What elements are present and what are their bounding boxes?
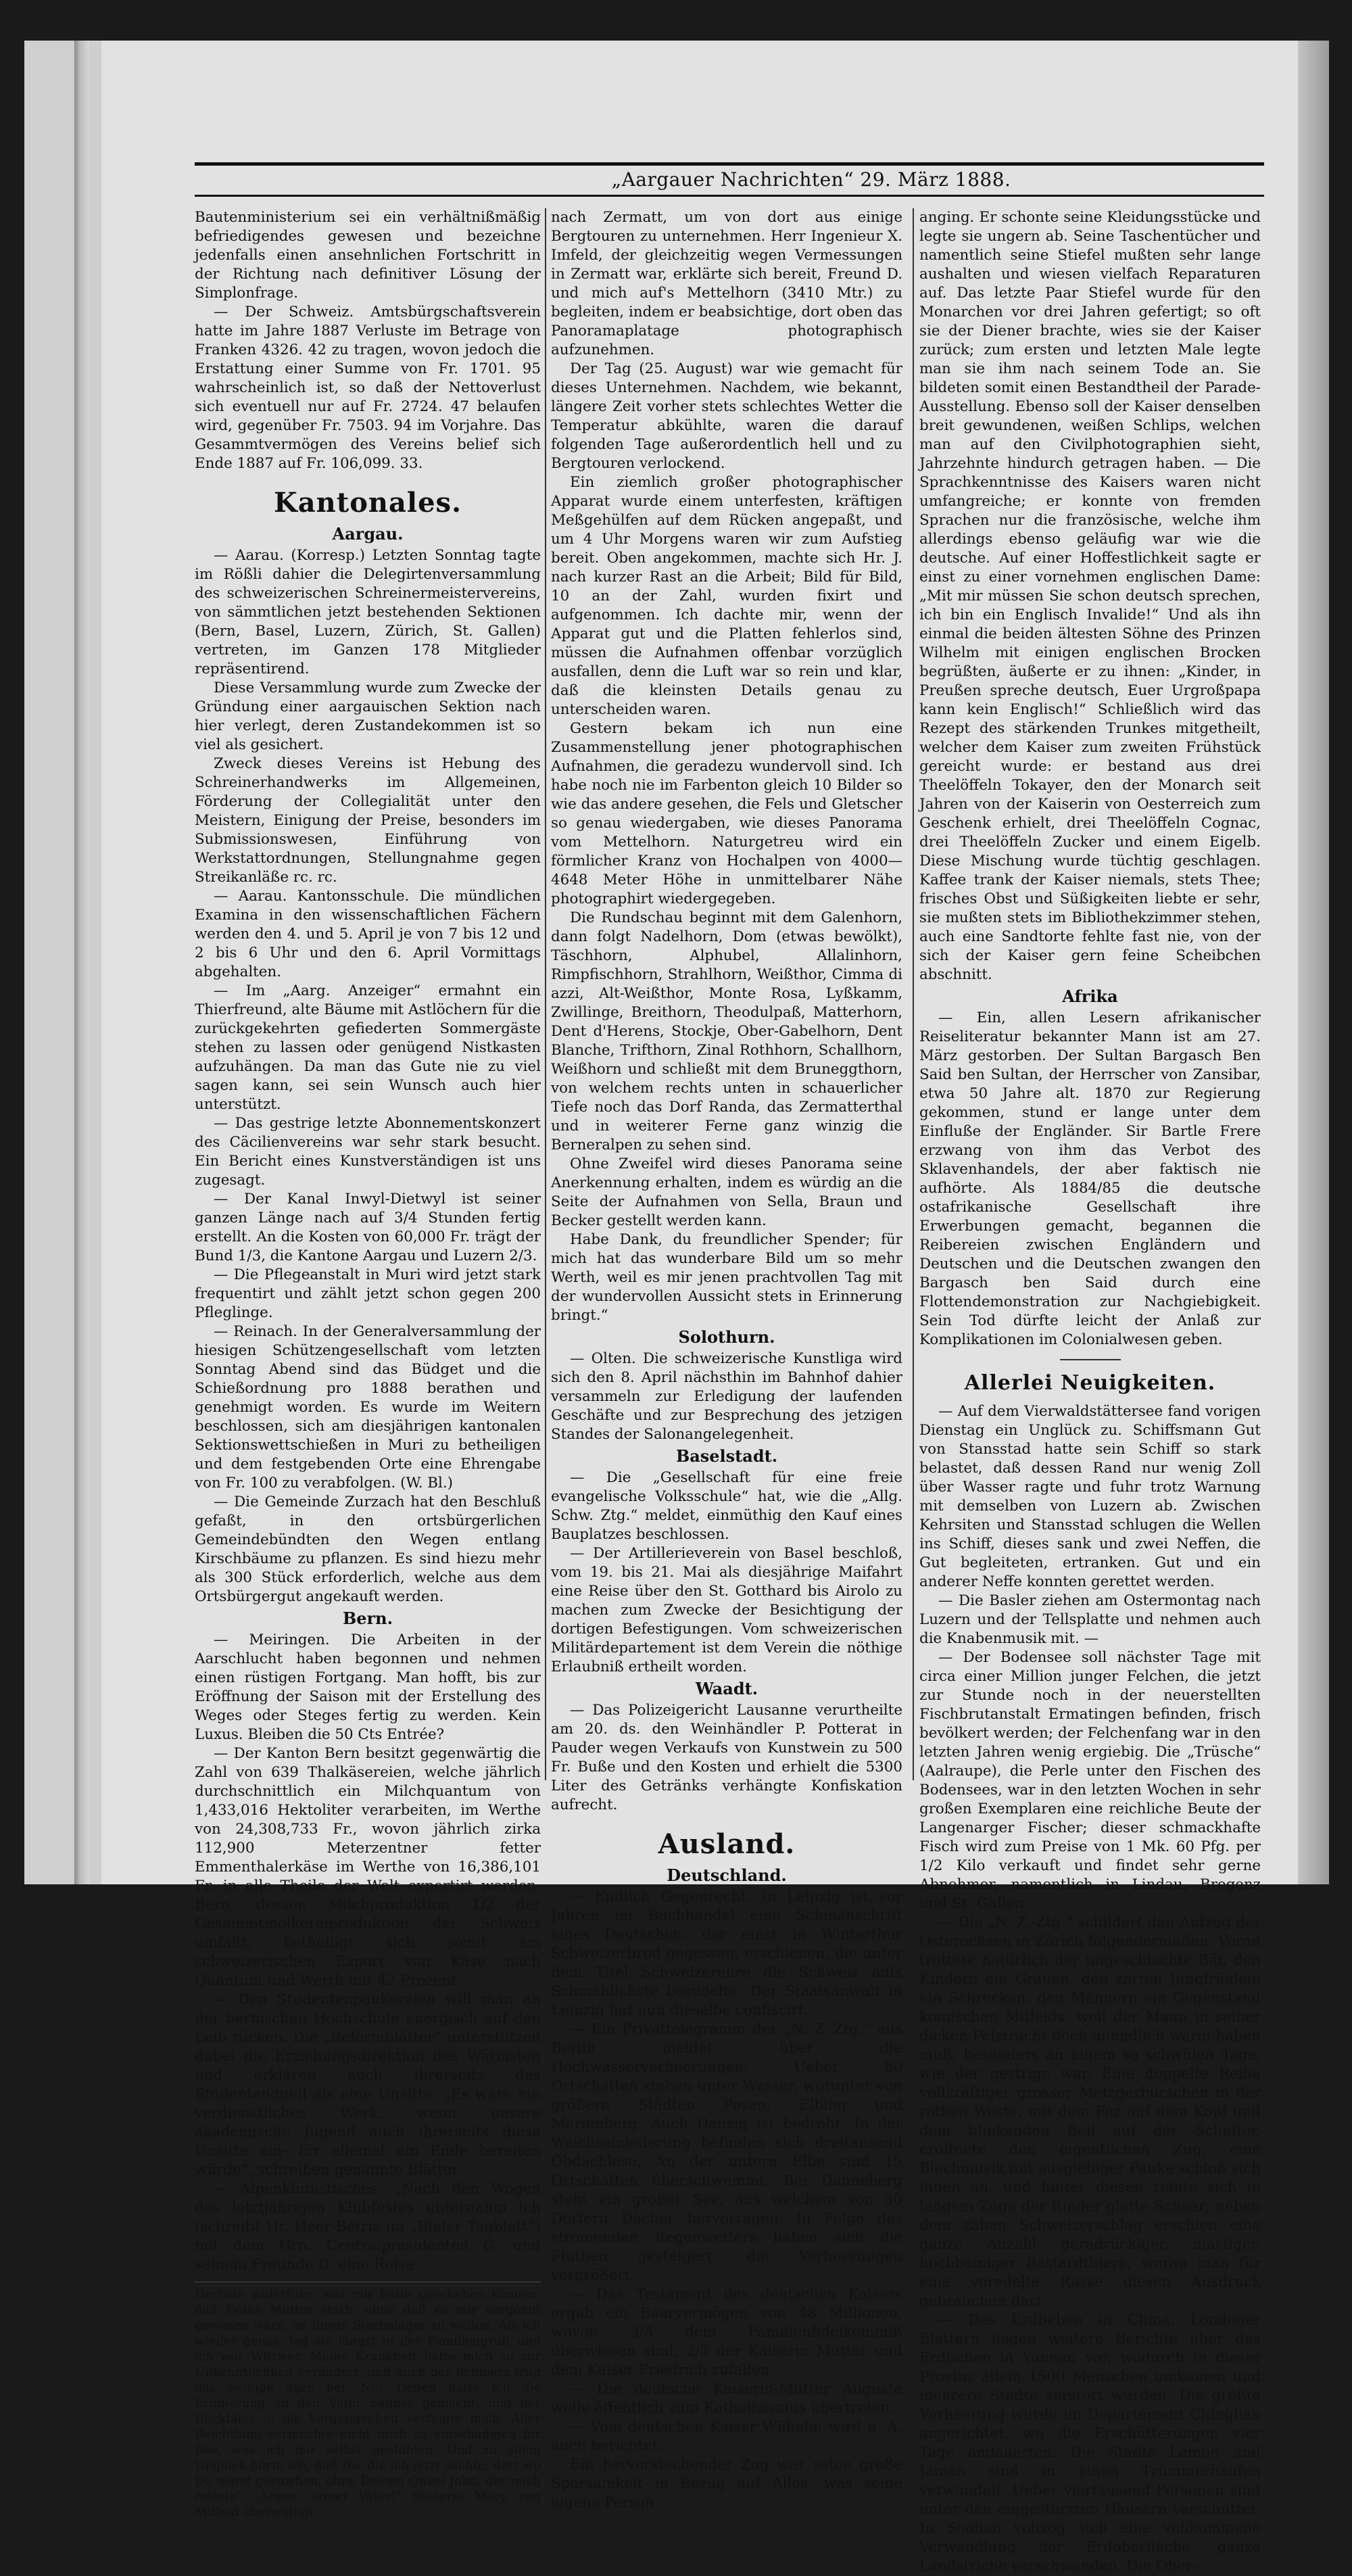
article-paragraph: — Ein, allen Lesern afrikanischer Reiseliteratur bekannter Mann ist am 27. März gestorben. Der Sultan Bargasch Ben Said ben Sultan, der Herrscher von Zansibar, etwa 50 Jahre alt. 1870 zur Regierung gekommen, stund er lange unter dem Einfluße der Engländer. Sir Bartle Frere erzwang von ihm das Verbot des Sklavenhandels, der aber faktisch nie aufhörte. Als 1884/85 die deutsche ostafrikanische Gesellschaft ihre Erwerbungen gemacht, begannen die Reibereien zwischen Engländern und Deutschen und die Deutschen zwangen den Bargasch ben Said durch eine Flottendemonstration zur Nachgiebigkeit. Sein Tod dürfte leicht der Anlaß zur Komplikationen im Colonialwesen geben. [919, 1009, 1261, 1348]
column-3 [919, 208, 1261, 2575]
article-paragraph: — Vom deutschen Kaiser Wilhelm wird u. A. auch berichtet: [551, 2418, 902, 2454]
article-paragraph: — Das Erdbeben in China. Londoner Blättern liegen weitere Berichte über das Erdbeben in Yunnan vor, wodurch in dieser Provinz allein 1500 Menschen umkamen und mehrere Städte zerstört wurden. Die größte Verheerung wurde im Departement Chinghan angerichtet, wo die Erschütterungen vier Tage andauerten. Die Städte Lamon und Jamen sind in einen Trümmerhaufen verwandelt. Ueber viertausend Personen sind unter den eingestürzten Häusern verschüttet. In Soohan vollzog sich eine vollkommene Verwandlung der Erdoberfläche, ganze Landstriche verschwanden. Die Ober- [919, 2312, 1261, 2575]
article-paragraph: — Der Bodensee soll nächster Tage mit circa einer Million junger Felchen, die jetzt zur Stunde noch in der neuerstellten Fischbrutanstalt Ermatingen befinden, frisch bevölkert werden; der Felchenfang war in den letzten Jahren wenig ergiebig. Die „Trüsche“ (Aalraupe), die Perle unter den Fischen des Bodensees, war in den letzten Wochen in sehr großen Exemplaren eine reichliche Beute der Langenarger Fischer; dieser schmackhafte Fisch wird zum Preise von 1 Mk. 60 Pfg. per 1/2 Kilo verkauft und findet sehr gerne Abnehmer, namentlich in Lindau, Bregenz und St. Gallen. [919, 1649, 1261, 1912]
article-paragraph: — Olten. Die schweizerische Kunstliga wird sich den 8. April nächsthin im Bahnhof dahier versammeln zur Erledigung der laufenden Geschäfte und zur Besprechung des jetzigen Standes der Salonangelegenheit. [551, 1350, 902, 1443]
article-paragraph: — Die „Gesellschaft für eine freie evangelische Volksschule“ hat, wie die „Allg. Schw. Ztg.“ meldet, einmüthig den Kauf eines Bauplatzes beschlossen. [551, 1469, 902, 1543]
subheading-bern: Bern. [342, 1608, 393, 1628]
article-paragraph: — Die Pflegeanstalt in Muri wird jetzt stark frequentirt und zählt jetzt schon gegen 200 Pfleglinge. [195, 1266, 541, 1321]
subheading-deutschland: Deutschland. [667, 1865, 787, 1885]
article-paragraph: — Reinach. In der Generalversammlung der hiesigen Schützengesellschaft vom letzten Sonntag Abend sind das Büdget und die Schießordnung pro 1888 berathen und genehmigt worden. Es wurde im Weitern beschlossen, sich am diesjährigen kantonalen Sektionswettschießen in Muri zu betheiligen und dem festgebenden Orte eine Ehrengabe von Fr. 100 zu verabfolgen. (W. Bl.) [195, 1323, 541, 1492]
subheading-solothurn: Solothurn. [678, 1327, 775, 1347]
subheading-waadt: Waadt. [695, 1679, 758, 1698]
page-header: „Aargauer Nachrichten“ 29. März 1888. [611, 168, 1011, 191]
section-heading-kantonales: Kantonales. [273, 487, 462, 519]
section-heading-allerlei: Allerlei Neuigkeiten. [964, 1371, 1216, 1395]
subheading-aargau: Aargau. [332, 524, 404, 544]
article-paragraph: — Auf dem Vierwaldstättersee fand vorigen Dienstag ein Unglück zu. Schiffsmann Gut von Stansstad hatte sein Schiff so stark belastet, daß dessen Rand nur wenig Zoll über Wasser ragte und fuhr trotz Warnung mit demselben von Luzern ab. Zwischen Kehrsiten und Stansstad schlugen die Wellen ins Schiff, dieses sank und zwei Neffen, die Gut begleiteten, ertranken. Gut und ein anderer Neffe konnten gerettet werden. [919, 1403, 1261, 1590]
article-paragraph: Bautenministerium sei ein verhältnißmäßig befriedigendes gewesen und bezeichne jedenfalls einen ansehnlichen Fortschritt in der Richtung nach definitiver Lösung der Simplonfrage. [195, 209, 541, 302]
header-rule-top [195, 162, 1264, 166]
article-paragraph: Der Tag (25. August) war wie gemacht für dieses Unternehmen. Nachdem, wie bekannt, längere Zeit vorher stets schlechtes Wetter die Temperatur abkühlte, waren die darauf folgenden Tage außerordentlich hell und zu Bergtouren verlockend. [551, 360, 902, 472]
section-divider [1060, 1359, 1121, 1360]
article-paragraph: Zweck dieses Vereins ist Hebung des Schreinerhandwerks im Allgemeinen, Förderung der Collegialität unter den Meistern, Einigung der Preise, besonders im Submissionswesen, Einführung von Werkstattordnungen, Stellungnahme gegen Streikanläße rc. rc. [195, 755, 541, 886]
column-2 [551, 208, 902, 2511]
article-paragraph: — Der Kanton Bern besitzt gegenwärtig die Zahl von 639 Thalkäsereien, welche jährlich durchschnittlich ein Milchquantum von 1,433,016 Hektoliter verarbeiten, im Werthe von 24,308,733 Fr., wovon jährlich zirka 112,900 Meterzentner fetter Emmenthalerkäse im Werthe von 16,386,101 Fr. in alle Theile der Welt exportirt werden. Bern, dessen Milchproduktion 1/2 der Gesammtmolkereiproduktion der Schweiz umfaßt, betheiligt sich somit am schweizerischen Export von Käse nach Quantum und Werth mit 42 Prozent. [195, 1745, 541, 1989]
article-paragraph: Habe Dank, du freundlicher Spender; für mich hat das wunderbare Bild um so mehr Werth, weil es mir jenen prachtvollen Tag mit der wundervollen Aussicht stets in Erinnerung bringt.“ [551, 1231, 902, 1324]
article-paragraph: — Das Testament des deutschen Kaisers ergab ein Baarvermögen von 48 Millionen, wovon 3/5 dem Familienfideikommiß überwiesen sind, 2/5 der Kaiserin Mutter und dem Kaiser Friedrich zufallen. [551, 2286, 902, 2379]
article-paragraph: anging. Er schonte seine Kleidungsstücke und legte sie ungern ab. Seine Taschentücher und namentlich seine Stiefel mußten sehr lange aushalten und wiesen vielfach Reparaturen auf. Das letzte Paar Stiefel wurde für den Monarchen vor drei Jahren gefertigt; so oft sie der Diener brachte, wies sie der Kaiser zurück; zum ersten und letzten Male legte man sie ihm nach seinem Tode an. Sie bildeten somit einen Bestandtheil der Parade-Ausstellung. Ebenso soll der Kaiser denselben breit gewundenen, weißen Schlips, welchen man auf den Civilphotographien sieht, Jahrzehnte hindurch getragen haben. — Die Sprachkenntnisse des Kaisers waren nicht umfangreiche; er konnte von fremden Sprachen nur die französische, welche ihm allerdings ebenso geläufig war wie die deutsche. Auf einer Hoffestlichkeit sagte er einst zu einer vornehmen englischen Dame: „Mit mir müssen Sie schon deutsch sprechen, ich bin ein Englisch Invalide!“ Und als ihn einmal die beiden ältesten Söhne des Prinzen Wilhelm mit einigen englischen Brocken begrüßten, äußerte er zu ihnen: „Kinder, in Preußen spreche deutsch, Euer Urgroßpapa kann kein Englisch!“ Schließlich wird das Rezept des stärkenden Trunkes mitgetheilt, welcher dem Kaiser zum zweiten Frühstück gereicht wurde: er bestand aus drei Theelöffeln Tokayer, den der Monarch seit Jahren von der Kaiserin von Oesterreich zum Geschenk erhielt, drei Theelöffeln Cognac, drei Theelöffeln Zucker und einem Eigelb. Diese Mischung wurde tüchtig geschlagen. Kaffee trank der Kaiser niemals, stets Thee; frisches Obst und Süßigkeiten liebte er sehr, sie mußten stets im Bibliothekzimmer stehen, auch eine Sandtorte fehlte fast nie, von der sich der Kaiser gern feine Scheibchen abschnitt. [919, 209, 1261, 983]
subheading-afrika: Afrika [1062, 986, 1118, 1006]
article-paragraph: Ein hervorstechender Zug war seine große Sparsamkeit in Bezug auf Alles, was seine eigene Person [551, 2456, 902, 2511]
article-paragraph: — Endlich Gegenrecht. In Leipzig ist vor Jahren im Buchhandel eine Schmähschrift eines Deutschen, der einst in Winterthur Schweizerbrod gegessen, erschienen, die unter dem Titel Schweizerehre die Schweiz aufs Schmählichste besudelte. Der Staatsanwalt in Leipzig hat nun dieselbe confiscirt. [551, 1888, 902, 2019]
article-paragraph: nach Zermatt, um von dort aus einige Bergtouren zu unternehmen. Herr Ingenieur X. Imfeld, der gleichzeitig wegen Vermessungen in Zermatt war, erklärte sich bereit, Freund D. und mich auf's Mettelhorn (3410 Mtr.) zu begleiten, indem er beabsichtige, dort oben das Panoramaplatage photographisch aufzunehmen. [551, 209, 902, 358]
article-paragraph: Gestern bekam ich nun eine Zusammenstellung jener photographischen Aufnahmen, die geradezu wundervoll sind. Ich habe noch nie im Farbenton gleich 10 Bilder so wie das andere gesehen, die Fels und Gletscher so genau wiedergaben, wie dieses Panorama vom Mettelhorn. Naturgetreu wird ein förmlicher Kranz von Hochalpen von 4000—4648 Meter Höhe in unmittelbarer Nähe photographirt wiedergegeben. [551, 720, 902, 907]
column-1 [195, 208, 541, 2519]
section-heading-ausland: Ausland. [658, 1828, 796, 1860]
article-paragraph: — Alpenklubistisches. „Nach den Wogen des letztjährigen Klubfestes unternahm ich (schreibt Hr. Heer-Betriz im „Bieler Tagblatt“) mit dem Hrn. Centralpräsidenten G. und seinem Freunde D. eine Reise [195, 2180, 541, 2273]
article-paragraph: — Die „N. Z.-Ztg.“ schildert den Aufzug der Osterochsen in Zürich folgendermaßen: Voran trottete natürlich der ungeschlachte Bär, den Kindern ein Grauen, den zarten Jungfräulein ein Schrecken, den Männern ein Gegenstand komischen Mitleids, weil der Mann in seiner dicken Pelztracht doch unendlich warm haben muß, besonders an einem so schwülen Tage, wie der gestrige war. Eine doppelte Reihe vollkräftiger grosser Metzgerburschen in der rothen Weste, mit dem Fez auf dem Kopf und dem blinkenden Beil auf der Schulter, eröffnete den eigentlichen Zug; eine Blechmusik mit ausgiebiger Pauke schloß sich ihnen an, und hinter diesen reihte sich in langem Zuge der Rinder glatte Schaar; neben dem zähen Schweizerschlag erschien eine ganze Anzahl geradrückiger, mastiger, hochbeiniger Bastardthiere, woran man für eine veredelte Rasse diesen Ausdruck gebrauchen darf. [919, 1914, 1261, 2310]
article-paragraph: — Die Gemeinde Zurzach hat den Beschluß gefaßt, in den ortsbürgerlichen Gemeindebündten den Wegen entlang Kirschbäume zu pflanzen. Es sind hiezu mehr als 300 Stück erforderlich, welche aus dem Ortsbürgergut angekauft werden. [195, 1494, 541, 1605]
article-paragraph: — Aarau. Kantonsschule. Die mündlichen Examina in den wissenschaftlichen Fächern werden den 4. und 5. April je von 7 bis 12 und 2 bis 6 Uhr und den 6. April Vormittags abgehalten. [195, 888, 541, 980]
feuilleton [195, 2287, 541, 2520]
article-paragraph: Ein ziemlich großer photographischer Apparat wurde einem unterfesten, kräftigen Meßgehülfen auf dem Rücken angepaßt, und um 4 Uhr Morgens waren wir zum Aufstieg bereit. Oben angekommen, machte sich Hr. J. nach kurzer Rast an die Arbeit; Bild für Bild, 10 an der Zahl, wurden fixirt und aufgenommen. Ich dachte mir, wenn der Apparat gut und die Platten fehlerlos sind, müssen die Aufnahmen offenbar vorzüglich ausfallen, denn die Luft war so rein und klar, daß die kleinsten Details genau zu unterscheiden waren. [551, 474, 902, 718]
article-paragraph: — Der Artillerieverein von Basel beschloß, vom 19. bis 21. Mai als diesjährige Maifahrt eine Reise über den St. Gotthard bis Airolo zu machen zum Zwecke der Besichtigung der dortigen Befestigungen. Vom schweizerischen Militärdepartement ist dem Verein die nöthige Erlaubniß ertheilt worden. [551, 1545, 902, 1675]
article-paragraph: — Die deutsche Kaiserin-Mutter Auguste wolle öffentlich zum Katholizismus übertreten. [551, 2381, 902, 2416]
article-paragraph: — Ein Privattelegramm der „N. Z.-Ztg.“ aus Berlin meldet über die Hochwasserverheerungen: Ueber 80 Ortschaften stehen unter Wasser, worunter von größern Städten Posen, Elbing und Marienberg. Auch Danzig ist bedroht. In der Weichselniederung befinden sich dreitausend Obdachlose. An der untern Elbe sind 15 Ortschaften überschwemmt. Bei Danneberg steht ein großer See, aus welchem von 30 Dörfern Dächer hervorragen. In Folge des strömenden Regenwetters haben sich die Fluthen gesteigert, die Verheerungen vergrößert. [551, 2021, 902, 2284]
article-paragraph: — Der Kanal Inwyl-Dietwyl ist seiner ganzen Länge nach auf 3/4 Stunden fertig erstellt. An die Kosten von 60,000 Fr. trägt der Bund 1/3, die Kantone Aargau und Luzern 2/3. [195, 1191, 541, 1264]
article-paragraph: — Im „Aarg. Anzeiger“ ermahnt ein Thierfreund, alte Bäume mit Astlöchern für die zurückgekehrten gefiederten Sommergäste stehen zu lassen oder genügend Nistkasten aufzuhängen. Da man das Gute nie zu viel sagen kann, sei sein Wunsch auch hier unterstützt. [195, 982, 541, 1113]
article-paragraph: — Aarau. (Korresp.) Letzten Sonntag tagte im Rößli dahier die Delegirtenversammlung des schweizerischen Schreinermeistervereins, von sämmtlichen jetzt bestehenden Sektionen (Bern, Basel, Luzern, Zürich, St. Gallen) vertreten, im Ganzen 178 Mitglieder repräsentirend. [195, 547, 541, 677]
feuilleton-text: Herbste widerfuhr, was mir hätte geschehen können, daß Deine Mutter starb, ohne daß es mir vergönnt gewesen wäre, an ihrem Sterbelager zu weilen. Als ich wieder genas, lag sie längst in der Familiengruft und ich war Wittwer. Meine Krankheit hatte mich so zur Unkenntlichkeit verändert, und auch der Schmerz trug das Seinige dazu bei. Nur Denen hatte ich die Erinnerung an den Vater nahbar gemacht, und der Rückblick in die Vergangenheit verfolgte mich. Aller Reichthum vermochte nicht mich zu entschädigen für Das, was ich mir selbst gestohlen. Und zu allem Unglück hörte ich, daß Du, die ich jetzt suchte, dort wo Du wärst gestorben, ohne Deinen Onkel John, der mich rettete“ „Armer, armer Vater!“ flüsterte Mary, von Mitleid überwältigt. [195, 2287, 541, 2519]
article-paragraph: — Das Polizeigericht Lausanne verurtheilte am 20. ds. den Weinhändler P. Potterat in Pauder wegen Verkaufs von Kunstwein zu 500 Fr. Buße und den Kosten und erhielt die 5300 Liter des Getränks verhängte Konfiskation aufrecht. [551, 1702, 902, 1813]
article-paragraph: — Das gestrige letzte Abonnementskonzert des Cäcilienvereins war sehr stark besucht. Ein Bericht eines Kunstverständigen ist uns zugesagt. [195, 1115, 541, 1189]
article-paragraph: Die Rundschau beginnt mit dem Galenhorn, dann folgt Nadelhorn, Dom (etwas bewölkt), Täschhorn, Alphubel, Allalinhorn, Rimpfischhorn, Strahlhorn, Weißthor, Cimma di azzi, Alt-Weißthor, Monte Rosa, Lyßkamm, Zwillinge, Breithorn, Theodulpaß, Matterhorn, Dent d'Herens, Stockje, Ober-Gabelhorn, Dent Blanche, Trifthorn, Zinal Rothhorn, Schallhorn, Weißhorn und schließt mit dem Bruneggthorn, von welchem rechts unten in schauerlicher Tiefe noch das Dorf Randa, das Zermatterthal und in weiterer Ferne ganz winzig die Berneralpen zu sehen sind. [551, 909, 902, 1153]
column-rule [913, 208, 914, 1780]
column-rule [545, 208, 546, 1780]
article-paragraph: — Der Schweiz. Amtsbürgschaftsverein hatte im Jahre 1887 Verluste im Betrage von Franken 4326. 42 zu tragen, wovon jedoch die Erstattung einer Summe von Fr. 1701. 95 wahrscheinlich ist, so daß der Nettoverlust sich eventuell nur auf Fr. 2724. 47 belaufen wird, gegenüber Fr. 7503. 94 im Vorjahre. Das Gesammtvermögen des Vereins belief sich Ende 1887 auf Fr. 106,099. 33. [195, 304, 541, 472]
article-paragraph: — Die Basler ziehen am Ostermontag nach Luzern und der Tellsplatte und nehmen auch die Knabenmusik mit. — [919, 1592, 1261, 1647]
article-paragraph: Ohne Zweifel wird dieses Panorama seine Anerkennung erhalten, indem es würdig an die Seite der Aufnahmen von Sella, Braun und Becker gestellt werden kann. [551, 1155, 902, 1229]
page-fold-shadow [74, 41, 89, 1884]
article-paragraph: Diese Versammlung wurde zum Zwecke der Gründung einer aargauischen Sektion nach hier verlegt, deren Zustandekommen ist so viel als gesichert. [195, 679, 541, 753]
article-paragraph: — Meiringen. Die Arbeiten in der Aarschlucht haben begonnen und nehmen einen rüstigen Fortgang. Man hofft, bis zur Eröffnung der Saison mit der Erstellung des Weges oder Steges fertig zu werden. Kein Luxus. Bleiben die 50 Cts Entrée? [195, 1631, 541, 1743]
article-paragraph: — Den Studentenpaukereien will man an der bernischen Hochschule energisch auf den Leib rücken. Die „Reformblätter“ unterstützen dabei die Erziehungsdirektion des Wärmsten und erklären auch ihrerseits das Studentenduell als eine Unsitte. „Es wäre ein verdienstliches Werk, wenn unsere akademische Jugend auch ihrerseits diese Unsitte ein- für allemal ein Ende bereiten würde“, schreiben genannte Blätter. [195, 1991, 541, 2178]
header-rule-bottom [195, 195, 1264, 197]
feuilleton-rule [195, 2281, 541, 2283]
subheading-baselstadt: Baselstadt. [675, 1446, 778, 1466]
